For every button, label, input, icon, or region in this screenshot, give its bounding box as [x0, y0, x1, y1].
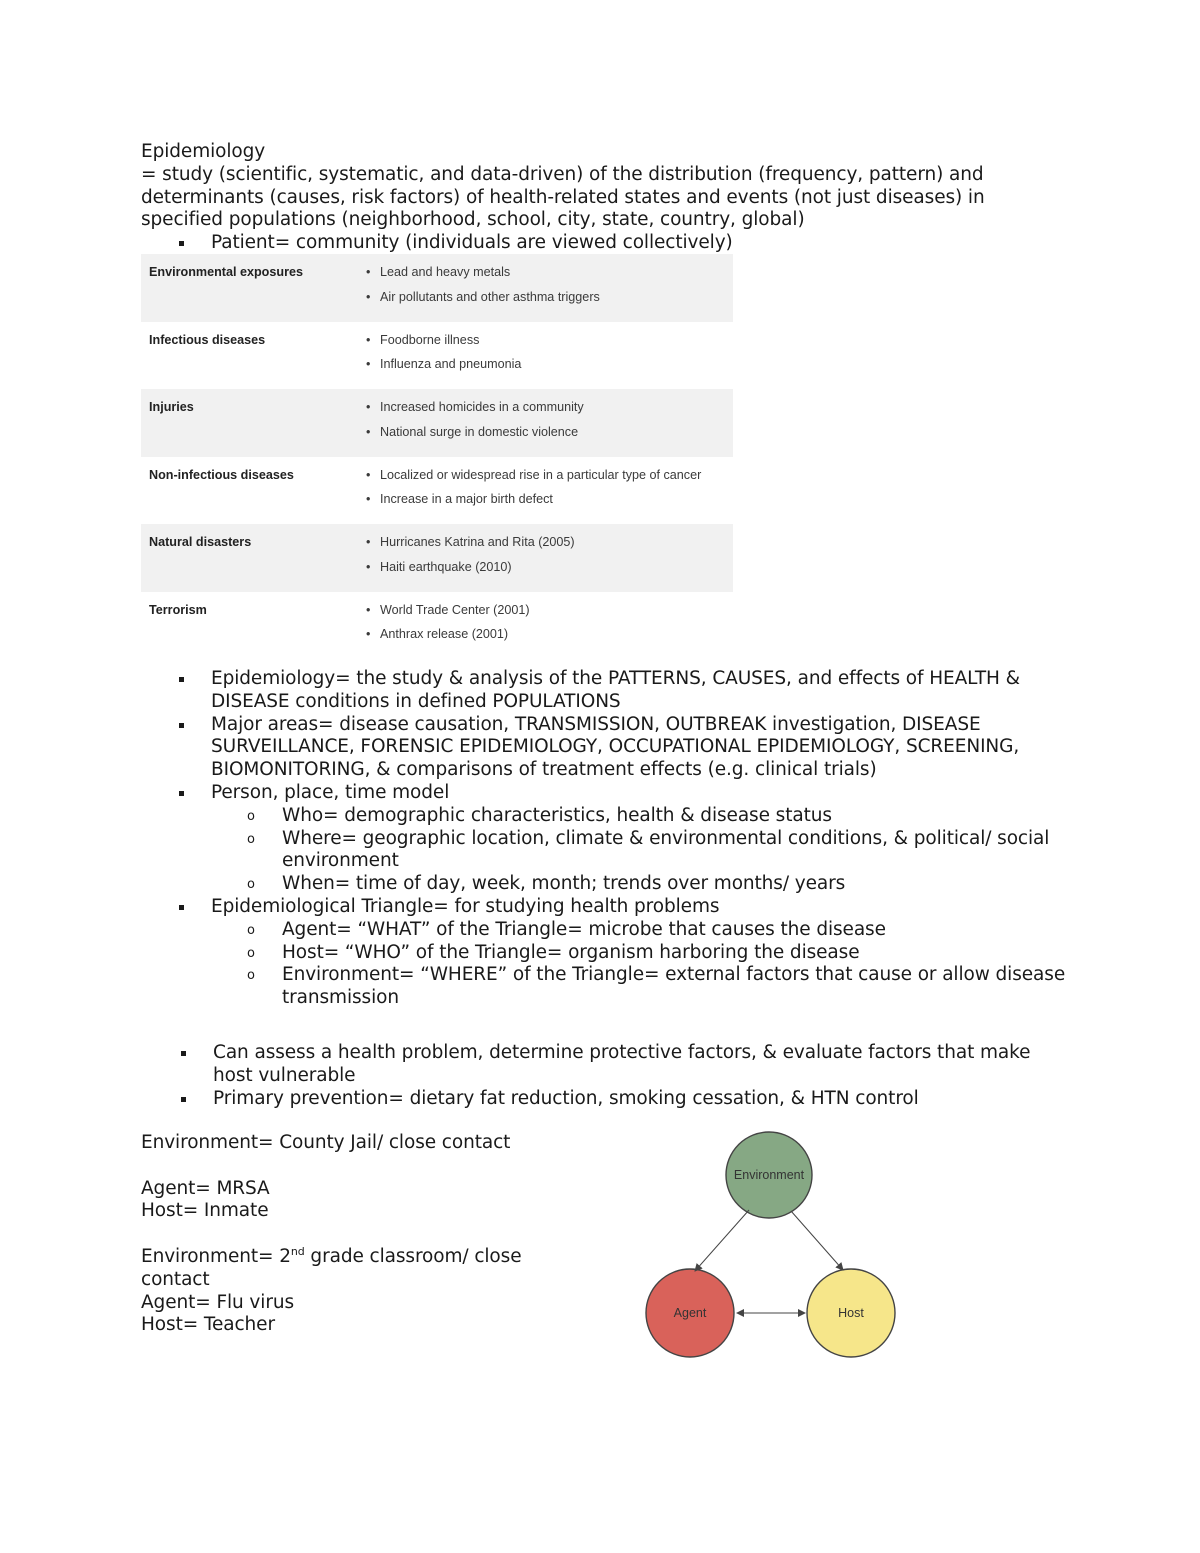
table-category: Non-infectious diseases — [149, 467, 294, 482]
table-category: Terrorism — [149, 602, 207, 617]
sublist-item-agent: o Agent= “WHAT” of the Triangle= microbe that causes the disease — [211, 919, 1066, 942]
table-example: • Hurricanes Katrina and Rita (2005) — [359, 533, 733, 558]
table-example: • National surge in domestic violence — [359, 423, 733, 448]
sublist-item-environment: o Environment= “WHERE” of the Triangle= external factors that cause or allow disease transmission — [211, 964, 1066, 1010]
patient-list — [141, 232, 1061, 255]
table-example: • World Trade Center (2001) — [359, 601, 733, 626]
table-row — [141, 457, 733, 525]
table-category: Natural disasters — [149, 535, 252, 550]
table-example: • Localized or widespread rise in a particular type of cancer — [359, 466, 733, 491]
ppt-model-heading: Person, place, time model — [211, 781, 450, 803]
table-row — [141, 254, 733, 322]
ordinal-superscript: nd — [290, 1244, 305, 1258]
list-item-triangle — [141, 896, 1066, 1010]
example2-environment — [141, 1246, 581, 1292]
table-example: • Increased homicides in a community — [359, 398, 733, 423]
triangle-examples — [141, 1132, 581, 1337]
triangle-notes-list — [141, 1042, 1066, 1110]
list-item-epi-definition: Epidemiology= the study & analysis of the PATTERNS, CAUSES, and effects of HEALTH & DISEASE conditions in defined POPULATIONS — [141, 668, 1066, 714]
table-example: • Air pollutants and other asthma triggers — [359, 288, 733, 313]
epidemiological-triangle-diagram — [640, 1125, 902, 1365]
list-item-assess: Can assess a health problem, determine protective factors, & evaluate factors that make host vulnerable — [141, 1042, 1066, 1088]
arrow-environment-to-agent — [695, 1210, 749, 1271]
example2-host: Host= Teacher — [141, 1314, 275, 1336]
table-row — [141, 389, 733, 457]
ppt-sublist — [211, 805, 1066, 896]
table-row — [141, 592, 733, 660]
host-label: Host — [838, 1306, 864, 1320]
intro-section — [141, 141, 1061, 232]
table-example: • Haiti earthquake (2010) — [359, 558, 733, 583]
list-item-ppt-model — [141, 782, 1066, 896]
list-item-major-areas: Major areas= disease causation, TRANSMISSION, OUTBREAK investigation, DISEASE SURVEILLANCE, FORENSIC EPIDEMIOLOGY, OCCUPATIONAL EPIDEMIOLOGY, SCREENING, BIOMONITORING, & comparisons of treatment effects (e.g. clinical trials) — [141, 714, 1066, 782]
table-example: • Lead and heavy metals — [359, 263, 733, 288]
example2-env-text-rest: grade classroom/ close contact — [141, 1245, 522, 1290]
sublist-item-when: o When= time of day, week, month; trends over months/ years — [211, 873, 1066, 896]
environment-label: Environment — [733, 1168, 805, 1182]
sublist-item-who: o Who= demographic characteristics, health & disease status — [211, 805, 1066, 828]
arrow-environment-to-host — [791, 1211, 843, 1270]
triangle-heading: Epidemiological Triangle= for studying health problems — [211, 895, 720, 917]
epidemiology-definition: = study (scientific, systematic, and data-driven) of the distribution (frequency, pattern) and determinants (causes, risk factors) of health-related states and events (not just diseases) in specified populations (neighborhood, school, city, state, country, global) — [141, 163, 985, 231]
example1-agent: Agent= MRSA — [141, 1177, 270, 1199]
page-title: Epidemiology — [141, 141, 266, 162]
list-item-prevention: Primary prevention= dietary fat reduction, smoking cessation, & HTN control — [141, 1088, 1066, 1111]
agent-label: Agent — [673, 1306, 707, 1320]
table-example: • Influenza and pneumonia — [359, 355, 733, 380]
example1-host: Host= Inmate — [141, 1200, 269, 1222]
examples-table — [141, 254, 733, 660]
table-example: • Increase in a major birth defect — [359, 490, 733, 515]
table-category: Injuries — [149, 400, 194, 415]
triangle-sublist — [211, 919, 1066, 1010]
table-example: • Foodborne illness — [359, 331, 733, 356]
sublist-item-where: o Where= geographic location, climate & environmental conditions, & political/ social environment — [211, 828, 1066, 874]
table-example: • Anthrax release (2001) — [359, 625, 733, 650]
example2-agent: Agent= Flu virus — [141, 1291, 294, 1313]
table-row — [141, 322, 733, 390]
table-row — [141, 524, 733, 592]
example2-env-text: Environment= 2 — [141, 1245, 291, 1267]
sublist-item-host: o Host= “WHO” of the Triangle= organism harboring the disease — [211, 942, 1066, 965]
notes-list — [141, 668, 1066, 1010]
list-item-patient: Patient= community (individuals are viewed collectively) — [141, 232, 1061, 255]
table-category: Infectious diseases — [149, 332, 266, 347]
table-category: Environmental exposures — [149, 265, 303, 279]
example1-environment: Environment= County Jail/ close contact — [141, 1132, 511, 1153]
